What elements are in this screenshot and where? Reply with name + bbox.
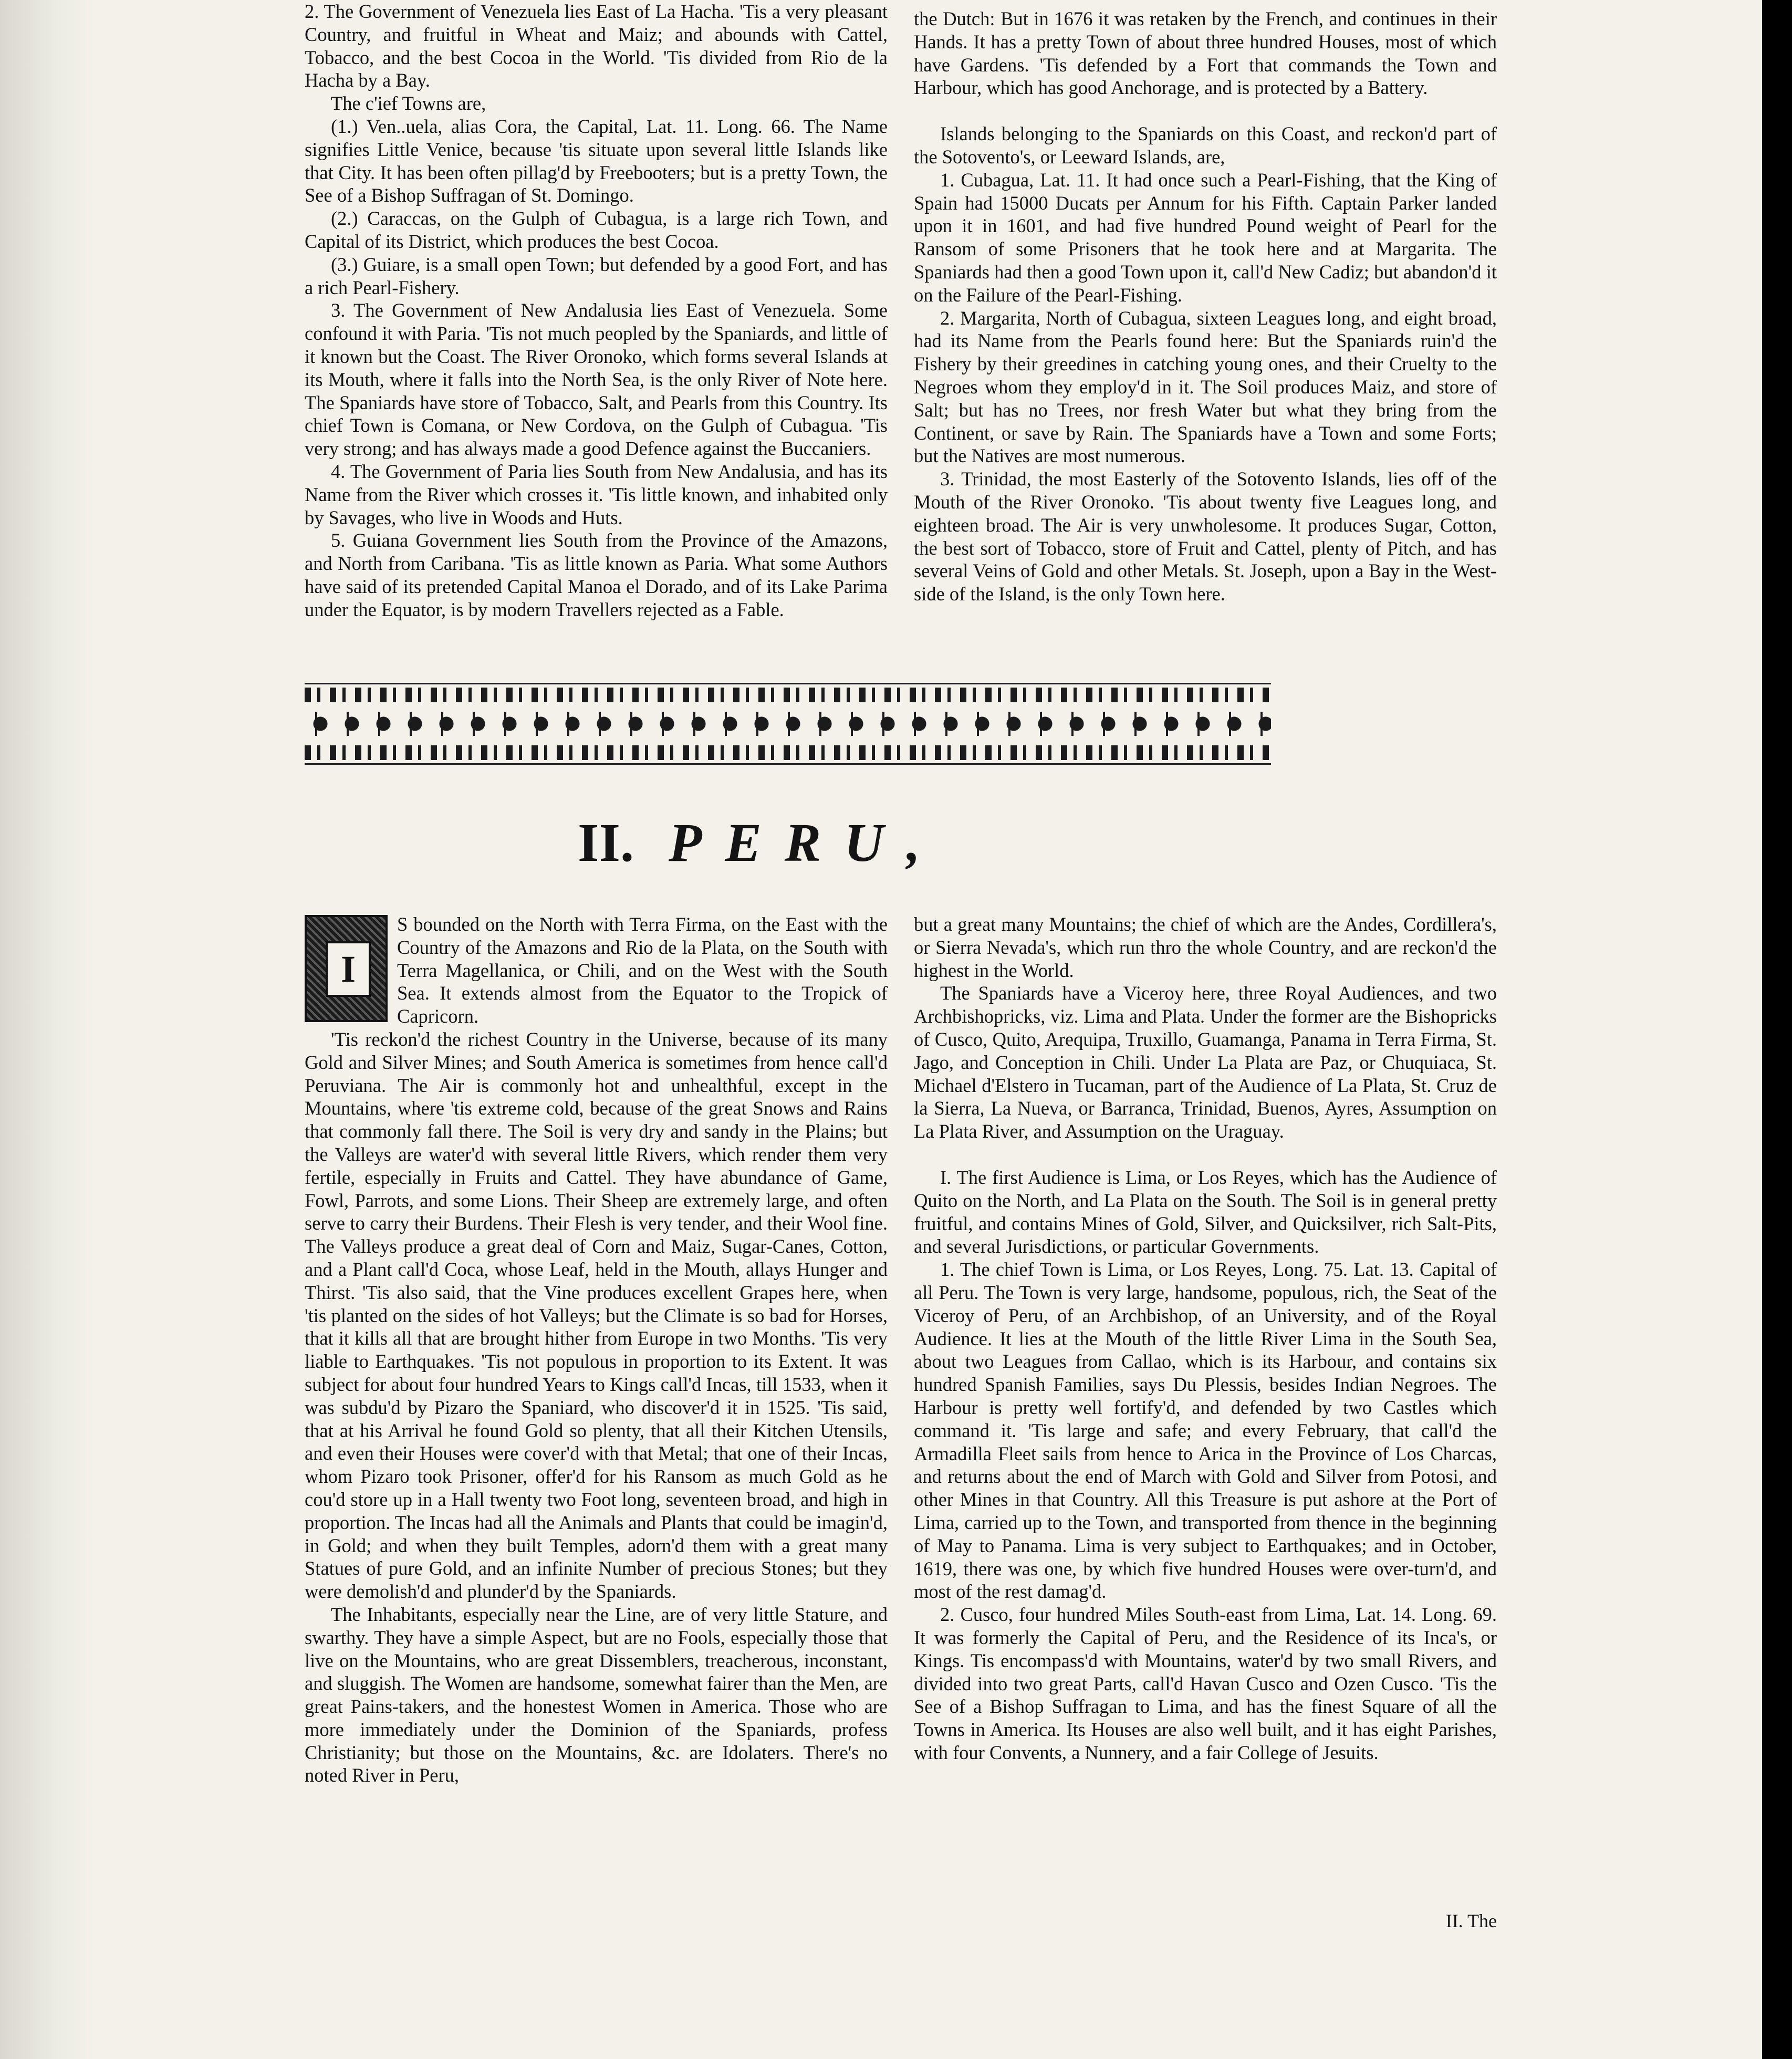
paragraph: the Dutch: But in 1676 it was retaken by the French, and continues in their Hands. It has a pretty Town of about three hundred Houses, most of which have Gardens. 'Tis defended by a Fort that commands the Town and Harbour, which has good Anchorage, and is protected by a Battery. <box>914 8 1497 99</box>
paragraph: (3.) Guiare, is a small open Town; but defended by a good Fort, and has a rich Pearl-Fishery. <box>305 253 888 298</box>
top-left-column <box>305 0 888 621</box>
paragraph: The c'ief Towns are, <box>331 92 486 115</box>
paragraph: I. The first Audience is Lima, or Los Reyes, which has the Audience of Quito on the North, and La Plata on the South. The Soil is in general pretty fruitful, and contains Mines of Gold, Silver, and Quicksilver, rich Salt-Pits, and several Jurisdictions, or particular Governments. <box>914 1166 1497 1257</box>
section-heading <box>578 809 1103 877</box>
paragraph: (1.) Ven..uela, alias Cora, the Capital, Lat. 11. Long. 66. The Name signifies Little Venice, because 'tis situate upon several little Islands like that City. It has been often pillag'd by Freebooters; but is a pretty Town, the See of a Bishop Suffragan of St. Domingo. <box>305 115 888 206</box>
paragraph: 2. The Government of Venezuela lies East of La Hacha. 'Tis a very pleasant Country, and fruitful in Wheat and Maiz; and abounds with Cattel, Tobacco, and the best Cocoa in the World. 'Tis divided from Rio de la Hacha by a Bay. <box>305 1 888 91</box>
paragraph: 3. Trinidad, the most Easterly of the Sotovento Islands, lies off of the Mouth of the River Oronoko. 'Tis about twenty five Leagues long, and eighteen broad. The Air is very unwholesome. It produces Sugar, Cotton, the best sort of Tobacco, store of Fruit and Cattel, plenty of Pitch, and has several Veins of Gold and other Metals. St. Joseph, upon a Bay in the West-side of the Island, is the only Town here. <box>914 468 1497 605</box>
ornamental-border <box>305 683 1271 765</box>
section-name: PERU, <box>668 813 944 873</box>
ornament-band-bottom <box>305 745 1271 760</box>
bottom-right-column <box>914 913 1497 1764</box>
top-right-column <box>914 7 1497 606</box>
section-number: II. <box>578 813 634 873</box>
paragraph: Islands belonging to the Spaniards on this Coast, and reckon'd part of the Sotovento's, or Leeward Islands, are, <box>914 123 1497 168</box>
paragraph: but a great many Mountains; the chief of which are the Andes, Cordillera's, or Sierra Nevada's, which run thro the whole Country, and are reckon'd the highest in the World. <box>914 913 1497 981</box>
initial-letter: I <box>326 941 371 997</box>
paragraph: 1. The chief Town is Lima, or Los Reyes, Long. 75. Lat. 13. Capital of all Peru. The Town is very large, handsome, populous, rich, the Seat of the Viceroy of Peru, of an Archbishop, of an University, and of the Royal Audience. It lies at the Mouth of the little River Lima in the South Sea, about two Leagues from Callao, which is its Harbour, and contains six hundred Spanish Families, says Du Plessis, besides Indian Negroes. The Harbour is pretty well fortify'd, and defended by two Castles which command it. 'Tis large and safe; and every February, that call'd the Armadilla Fleet sails from hence to Arica in the Province of Los Charcas, and returns about the end of March with Gold and Silver from Potosi, and other Mines in that Country. All this Treasure is put ashore at the Port of Lima, carried up to the Town, and transported from thence in the beginning of May to Panama. Lima is very subject to Earthquakes; and in October, 1619, there was one, by which five hundred Houses were over-turn'd, and most of the rest damag'd. <box>914 1259 1497 1603</box>
catchword: II. The <box>1445 1910 1497 1931</box>
ornament-band-middle <box>305 712 1271 736</box>
bottom-left-column <box>305 913 888 1787</box>
paragraph: The Inhabitants, especially near the Line, are of very little Stature, and swarthy. They have a simple Aspect, but are no Fools, especially those that live on the Mountains, who are great Dissemblers, treacherous, inconstant, and sluggish. The Women are handsome, somewhat fairer than the Men, are great Pains-takers, and the honestest Women in America. Those who are more immediately under the Dominion of the Spaniards, profess Christianity; but those on the Mountains, &c. are Idolaters. There's no noted River in Peru, <box>305 1603 888 1786</box>
paragraph: S bounded on the North with Terra Firma, on the East with the Country of the Amazons and Rio de la Plata, on the South with Terra Magellanica, or Chili, and on the West with the South Sea. It extends almost from the Equator to the Tropick of Capricorn. <box>397 913 888 1027</box>
paragraph: (2.) Caraccas, on the Gulph of Cubagua, is a large rich Town, and Capital of its District, which produces the best Cocoa. <box>305 207 888 252</box>
paragraph: 4. The Government of Paria lies South from New Andalusia, and has its Name from the River which crosses it. 'Tis little known, and inhabited only by Savages, who live in Woods and Huts. <box>305 460 888 528</box>
ornament-band-top <box>305 688 1271 702</box>
paragraph: 'Tis reckon'd the richest Country in the Universe, because of its many Gold and Silver Mines; and South America is sometimes from hence call'd Peruviana. The Air is commonly hot and unhealthful, except in the Mountains, where 'tis extreme cold, because of the great Snows and Rains that commonly fall there. The Soil is very dry and sandy in the Plains; but the Valleys are water'd with several little Rivers, which render them very fertile, especially in Fruits and Cattel. They have abundance of Game, Fowl, Parrots, and some Lions. Their Sheep are extremely large, and often serve to carry their Burdens. Their Flesh is very tender, and their Wool fine. The Valleys produce a great deal of Corn and Maiz, Sugar-Canes, Cotton, and a Plant call'd Coca, whose Leaf, held in the Mouth, allays Hunger and Thirst. 'Tis also said, that the Vine produces excellent Grapes here, when 'tis planted on the sides of hot Valleys; but the Climate is so bad for Horses, that it kills all that are brought hither from Europe in two Months. 'Tis very liable to Earthquakes. 'Tis not populous in proportion to its Extent. It was subject for about four hundred Years to Kings call'd Incas, till 1533, when it was subdu'd by Pizaro the Spaniard, who discover'd it in 1525. 'Tis said, that at his Arrival he found Gold so plenty, that all their Kitchen Utensils, and even their Houses were cover'd with that Metal; that one of their Incas, whom Pizaro took Prisoner, offer'd for his Ransom as much Gold as he cou'd store up in a Hall twenty two Foot long, seventeen broad, and high in proportion. The Incas had all the Animals and Plants that could be imagin'd, in Gold; and when they built Temples, adorn'd them with a great many Statues of pure Gold, and an infinite Number of precious Stones; but they were demolish'd and plunder'd by the Spaniards. <box>305 1028 888 1603</box>
paragraph: 3. The Government of New Andalusia lies East of Venezuela. Some confound it with Paria. 'Tis not much peopled by the Spaniards, and little of it known but the Coast. The River Oronoko, which forms several Islands at its Mouth, where it falls into the North Sea, is the only River of Note here. The Spaniards have store of Tobacco, Salt, and Pearls from this Country. Its chief Town is Comana, or New Cordova, on the Gulph of Cubagua. 'Tis very strong; and has always made a good Defence against the Buccaniers. <box>305 299 888 460</box>
paragraph: 5. Guiana Government lies South from the Province of the Amazons, and North from Caribana. 'Tis as little known as Paria. What some Authors have said of its pretended Capital Manoa el Dorado, and of its Lake Parima under the Equator, is by modern Travellers rejected as a Fable. <box>305 529 888 620</box>
paragraph: The Spaniards have a Viceroy here, three Royal Audiences, and two Archbishopricks, viz. Lima and Plata. Under the former are the Bishopricks of Cusco, Quito, Arequipa, Truxillo, Guamanga, Panama in Terra Firma, St. Jago, and Conception in Chili. Under La Plata are Paz, or Chuquiaca, St. Michael d'Elstero in Tucaman, part of the Audience of La Plata, St. Cruz de la Sierra, La Nueva, or Barranca, Trinidad, Buenos, Ayres, Assumption on La Plata River, and Assumption on the Uraguay. <box>914 982 1497 1142</box>
paragraph: 2. Cusco, four hundred Miles South-east from Lima, Lat. 14. Long. 69. It was formerly the Capital of Peru, and the Residence of its Inca's, or Kings. Tis encompass'd with Mountains, water'd by two small Rivers, and divided into two great Parts, call'd Havan Cusco and Ozen Cusco. 'Tis the See of a Bishop Suffragan to Lima, and has the finest Square of all the Towns in America. Its Houses are also well built, and it has eight Parishes, with four Convents, a Nunnery, and a fair College of Jesuits. <box>914 1604 1497 1763</box>
decorated-initial <box>305 915 388 1022</box>
paragraph: 1. Cubagua, Lat. 11. It had once such a Pearl-Fishing, that the King of Spain had 15000 Ducats per Annum for his Fifth. Captain Parker landed upon it in 1601, and had five hundred Pound weight of Pearl for the Ransom of some Prisoners that he took here and at Margarita. The Spaniards had then a good Town upon it, call'd New Cadiz; but abandon'd it on the Failure of the Pearl-Fishing. <box>914 169 1497 306</box>
paragraph: 2. Margarita, North of Cubagua, sixteen Leagues long, and eight broad, had its Name from the Pearls found here: But the Spaniards ruin'd the Fishery by their greedines in catching young ones, and their Cruelty to the Negroes whom they employ'd in it. The Soil produces Maiz, and store of Salt; but has no Trees, nor fresh Water but what they bring from the Continent, or save by Rain. The Spaniards have a Town and some Forts; but the Natives are most numerous. <box>914 307 1497 467</box>
